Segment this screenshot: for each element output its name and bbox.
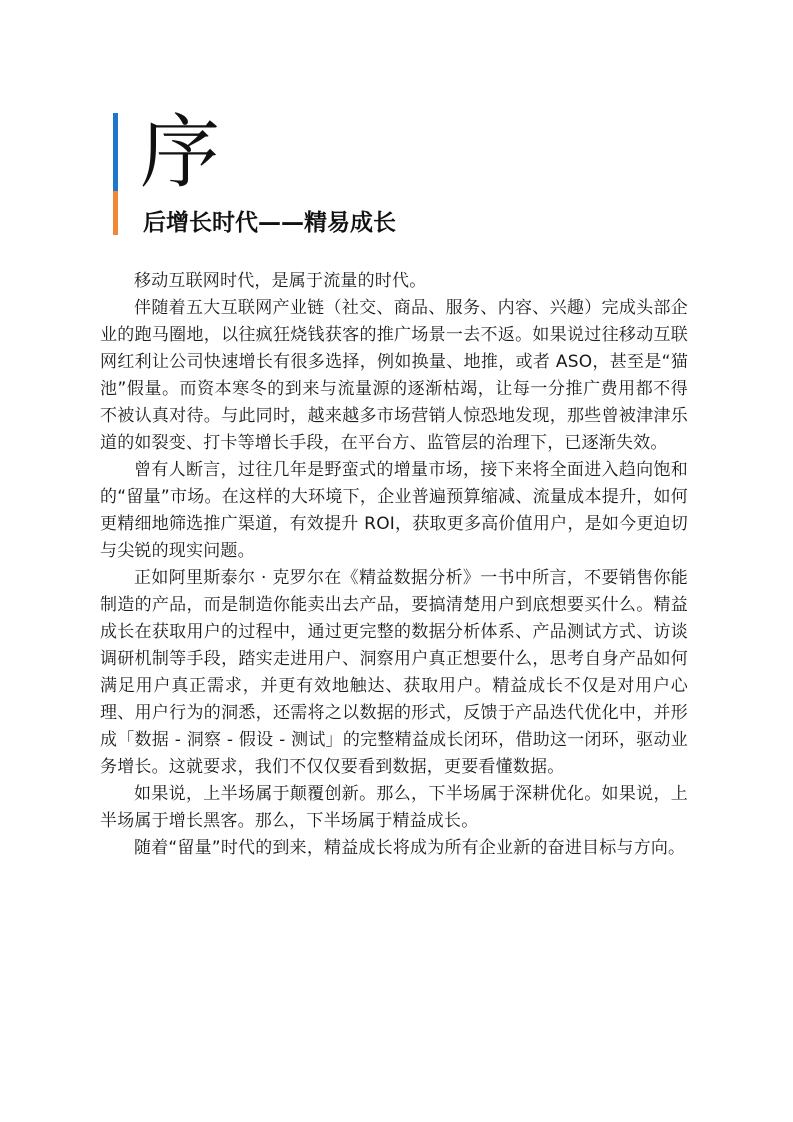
body-text (100, 268, 688, 862)
accent-bar-blue (113, 113, 118, 191)
paragraph-1: 移动互联网时代，是属于流量的时代。 (134, 271, 427, 291)
paragraph-2: 伴随着五大互联网产业链（社交、商品、服务、内容、兴趣）完成头部企业的跑马圈地，以往疯狂烧钱获客的推广场景一去不返。如果说过往移动互联网红利让公司快速增长有很多选择，例如换量、地推，或者 ASO，甚至是“猫池”假量。而资本寒冬的到来与流量源的逐渐枯竭，让每一分推广费用都不得不被认真对待。与此同时，越来越多市场营销人惊恐地发现，那些曾被津津乐道的如裂变、打卡等增长手段，在平台方、监管层的治理下，已逐渐失效。 (100, 298, 688, 453)
page-subtitle: 后增长时代——精易成长 (143, 210, 396, 236)
paragraph-4: 正如阿里斯泰尔 · 克罗尔在《精益数据分析》一书中所言，不要销售你能制造的产品，而是制造你能卖出去产品，要搞清楚用户到底想要买什么。精益成长在获取用户的过程中，通过更完整的数据分析体系、产品测试方式、访谈调研机制等手段，踏实走进用户、洞察用户真正想要什么，思考自身产品如何满足用户真正需求，并更有效地触达、获取用户。精益成长不仅是对用户心理、用户行为的洞悉，还需将之以数据的形式，反馈于产品迭代优化中，并形成「数据 - 洞察 - 假设 - 测试」的完整精益成长闭环，借助这一闭环，驱动业务增长。这就要求，我们不仅仅要看到数据，更要看懂数据。 (100, 568, 688, 777)
paragraph-5: 如果说，上半场属于颠覆创新。那么，下半场属于深耕优化。如果说，上半场属于增长黑客。那么，下半场属于精益成长。 (100, 784, 688, 831)
paragraph-3: 曾有人断言，过往几年是野蛮式的增量市场，接下来将全面进入趋向饱和的“留量”市场。在这样的大环境下，企业普遍预算缩减、流量成本提升，如何更精细地筛选推广渠道，有效提升 ROI，获取更多高价值用户，是如今更迫切与尖锐的现实问题。 (100, 460, 688, 561)
page-title: 序 (140, 106, 220, 199)
accent-bar-orange (113, 191, 118, 235)
paragraph-6: 随着“留量”时代的到来，精益成长将成为所有企业新的奋进目标与方向。 (134, 838, 686, 858)
